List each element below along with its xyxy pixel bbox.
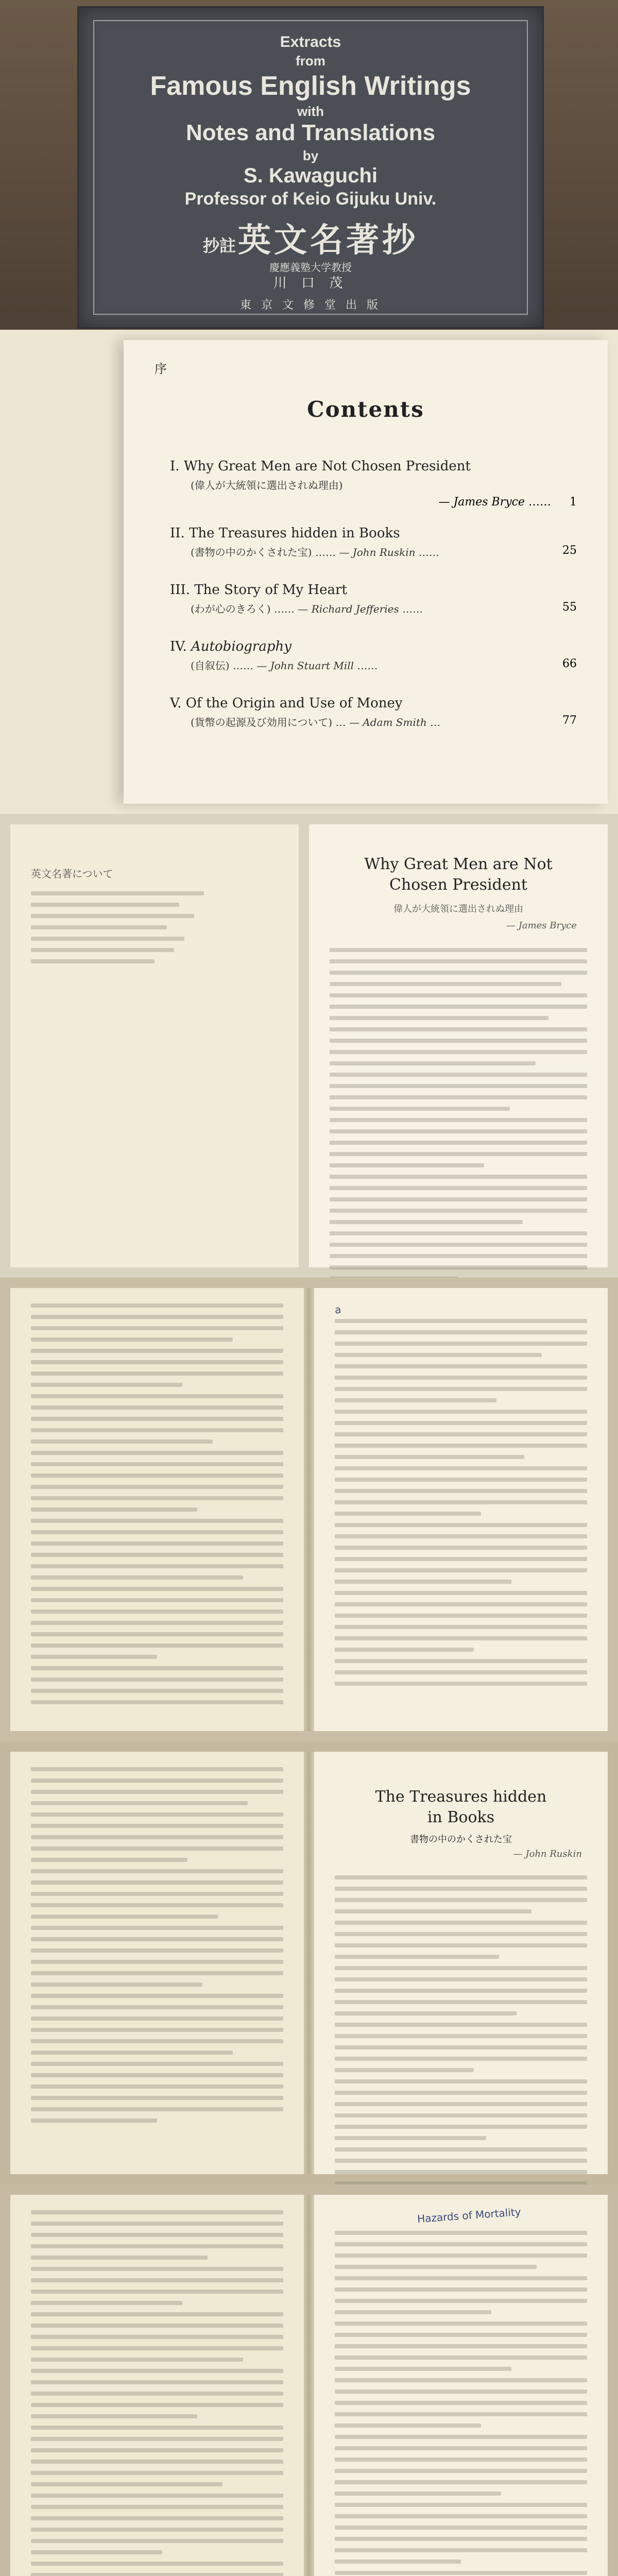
essay-title-line2: in Books — [427, 1808, 495, 1826]
halftitle-title-line2: Chosen President — [389, 876, 527, 894]
toc-item-page: 66 — [562, 657, 577, 670]
book-cover — [77, 6, 544, 329]
toc-item-page: 77 — [562, 714, 577, 727]
essay-author: — John Ruskin — [513, 1849, 582, 1859]
contents-page — [124, 340, 608, 804]
spread-photo-2 — [0, 1741, 618, 2184]
left-page-text — [31, 1303, 283, 1711]
cover-jp-author-role: 慶應義塾大学教授 — [269, 261, 352, 274]
book-spread — [10, 1752, 608, 2174]
halftitle-author: — James Bryce — [506, 920, 577, 931]
toc-item-page: 55 — [562, 601, 577, 614]
essay-title-line1: The Treasures hidden — [375, 1788, 547, 1806]
toc-item-3 — [170, 582, 577, 616]
intro-page — [10, 824, 299, 1267]
cover-jp-prefix: 抄註 — [202, 236, 236, 256]
cover-subtitle: Notes and Translations — [185, 120, 436, 145]
toc-item-subtitle: (書物の中のかくされた宝) …… — John Ruskin …… — [191, 546, 439, 558]
cover-jp-title-block — [79, 214, 542, 261]
halftitle-body-text — [330, 948, 587, 1278]
toc-item-title: III. The Story of My Heart — [170, 582, 347, 598]
intro-text-lines — [31, 891, 278, 971]
spread-photo-1 — [0, 1278, 618, 1741]
cover-title: Famous English Writings — [150, 71, 471, 101]
toc-item-subtitle: (自叙伝) …… — John Stuart Mill …… — [191, 659, 378, 672]
toc-item-page: 1 — [570, 496, 577, 509]
contents-photo — [0, 330, 618, 814]
book-spread — [10, 2195, 608, 2576]
cover-line-extracts: Extracts — [280, 33, 341, 50]
toc-item-title: IV. Autobiography — [170, 639, 291, 654]
right-page-text — [335, 1319, 587, 1693]
left-page-text — [31, 2210, 283, 2576]
cover-author-affiliation: Professor of Keio Gijuku Univ. — [184, 189, 437, 209]
right-page — [314, 2195, 608, 2576]
contents-preface: 序 — [154, 362, 167, 376]
halftitle-subtitle: 偉人が大統領に選出されぬ理由 — [393, 904, 523, 914]
toc-item-title: II. The Treasures hidden in Books — [170, 526, 400, 541]
left-page — [10, 2195, 304, 2576]
toc-item-subtitle: (貨幣の起源及び効用について) … — Adam Smith … — [191, 716, 441, 728]
cover-publisher: 東 京 文 修 堂 出 版 — [240, 299, 381, 312]
toc-item-1 — [170, 459, 577, 509]
toc-item-author: — James Bryce …… — [438, 496, 551, 509]
toc-item-page: 25 — [562, 544, 577, 557]
toc-item-title: V. Of the Origin and Use of Money — [170, 696, 403, 711]
right-page-text — [335, 1875, 587, 2184]
contents-heading: Contents — [307, 397, 424, 422]
handwritten-note: a — [334, 1303, 342, 1316]
cover-jp-title: 英文名著抄 — [238, 221, 418, 260]
right-page-text — [335, 2231, 587, 2576]
cover-line-with: with — [297, 104, 324, 119]
cover-photo — [0, 0, 618, 330]
toc-item-subtitle: (偉人が大統領に選出されぬ理由) — [191, 479, 343, 492]
handwritten-note: Hazards of Mortality — [417, 2205, 522, 2226]
left-page — [10, 1288, 304, 1731]
left-page-text — [31, 1767, 283, 2130]
toc-item-title: I. Why Great Men are Not Chosen President — [170, 459, 471, 474]
right-page — [314, 1288, 608, 1731]
halftitle-title-line1: Why Great Men are Not — [364, 855, 553, 873]
book-gutter — [304, 2195, 314, 2576]
essay-subtitle: 書物の中のかくされた宝 — [410, 1834, 512, 1845]
halftitle-page — [309, 824, 608, 1267]
book-gutter — [304, 1288, 314, 1731]
cover-jp-author-name: 川 口 茂 — [273, 276, 348, 291]
intro-heading: 英文名著について — [31, 868, 113, 880]
spread-photo-3 — [0, 2184, 618, 2576]
cover-line-from: from — [296, 53, 325, 69]
toc-item-4 — [170, 639, 577, 672]
toc-item-2 — [170, 526, 577, 559]
toc-item-5 — [170, 696, 577, 729]
cover-line-by: by — [302, 148, 319, 163]
left-page — [10, 1752, 304, 2174]
halftitle-photo — [0, 814, 618, 1278]
book-gutter — [304, 1752, 314, 2174]
right-page — [314, 1752, 608, 2174]
cover-author: S. Kawaguchi — [243, 164, 378, 187]
toc-item-subtitle: (わが心のきろく) …… — Richard Jefferies …… — [191, 603, 423, 615]
book-spread — [10, 1288, 608, 1731]
